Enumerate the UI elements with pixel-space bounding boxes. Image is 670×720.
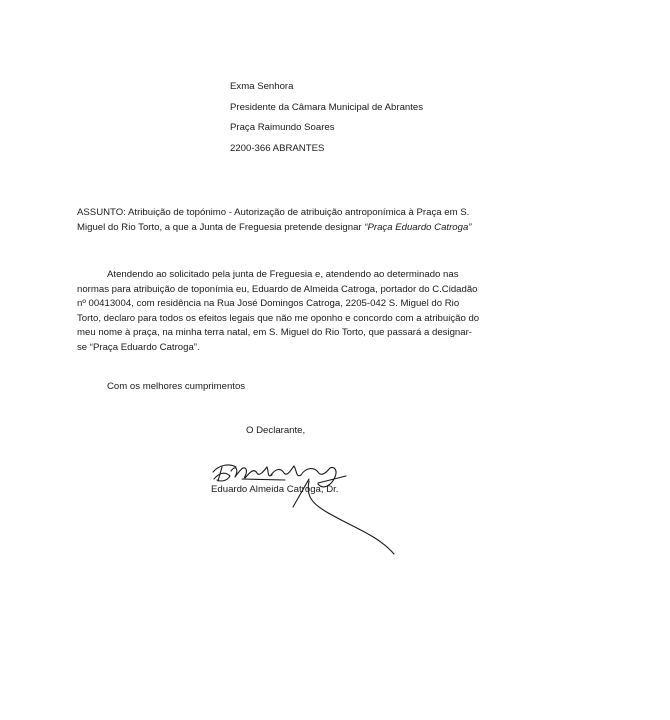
closing-line: Com os melhores cumprimentos xyxy=(107,381,246,392)
body-paragraph: Atendendo ao solicitado pela junta de Freguesia e, atendendo ao determinado nas normas para atribuição de toponímia eu, Eduardo de Almeida Catroga, portador do C.Cidadão nº 00413004, com residência na Rua José Domingos Catroga, 2205-042 S. Miguel do Rio Torto, declaro para todos os efeitos legais que não me oponho e concordo com a atribuição do meu nome à praça, na minha terra natal, em S. Miguel do Rio Torto, que passará a designar-se “Praça Eduardo Catroga”. xyxy=(77,269,480,353)
handwritten-signature-icon xyxy=(205,455,405,575)
recipient-line-4: 2200-366 ABRANTES xyxy=(230,142,325,154)
recipient-line-1: Exma Senhora xyxy=(230,81,294,92)
recipient-line-2: Presidente da Câmara Municipal de Abrantes xyxy=(230,101,424,113)
subject-quote: “Praça Eduardo Catroga” xyxy=(364,222,472,233)
subject-text: ASSUNTO: Atribuição de topónimo - Autorização de atribuição antroponímica à Praça em S. Miguel do Rio Torto, a que a Junta de Freguesia pretende designar xyxy=(77,207,470,233)
recipient-address xyxy=(230,80,423,162)
signer-name: Eduardo Almeida Catroga, Dr. xyxy=(211,484,339,495)
subject-paragraph xyxy=(77,205,482,235)
declarant-label: O Declarante, xyxy=(246,425,306,436)
recipient-line-3: Praça Raimundo Soares xyxy=(230,122,335,133)
